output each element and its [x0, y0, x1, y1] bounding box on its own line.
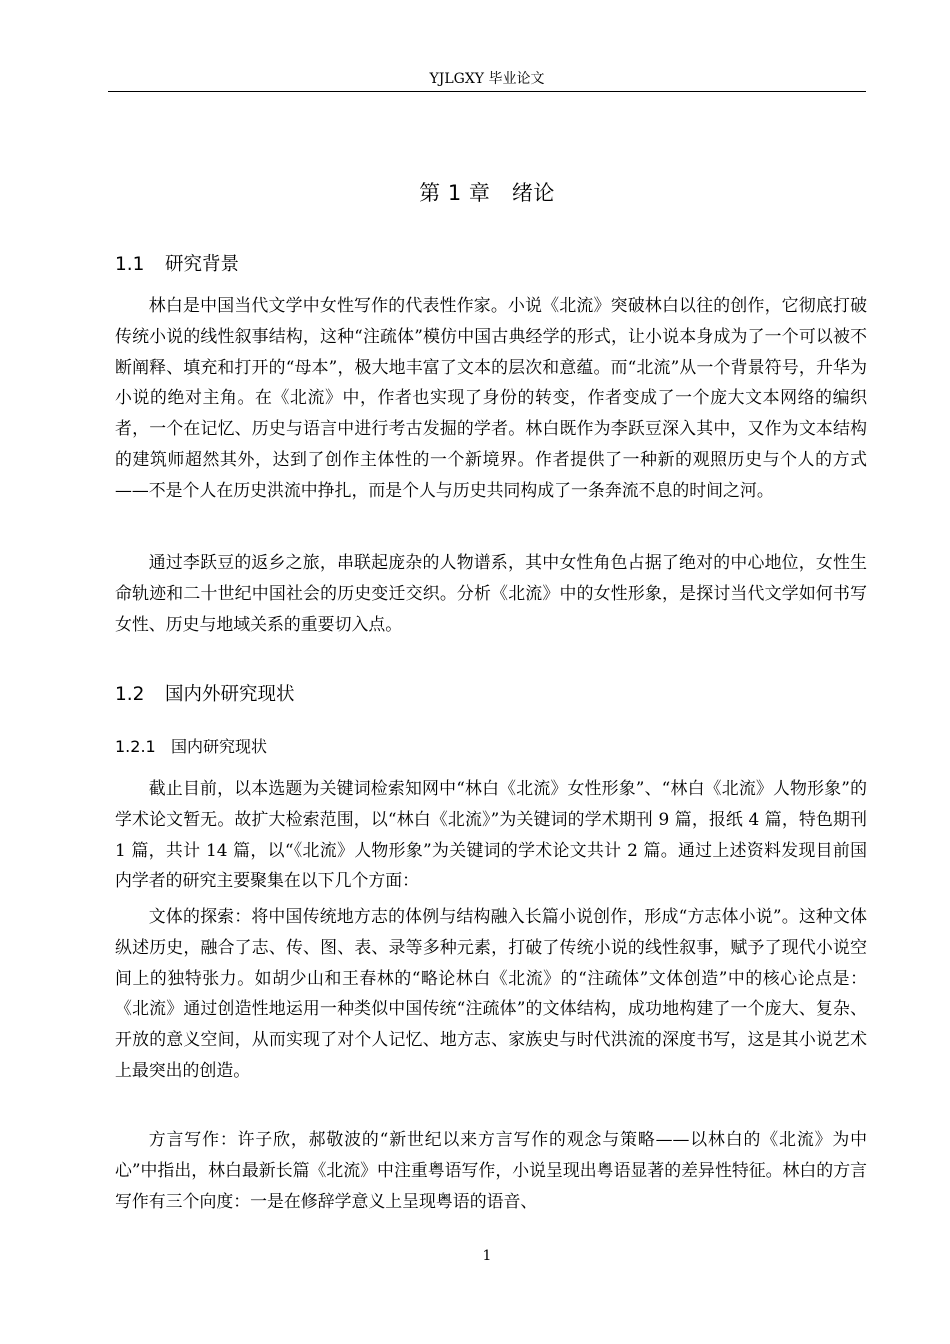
subsection-heading-1-2-1: [115, 736, 267, 758]
body-paragraph: 截止目前，以本选题为关键词检索知网中“林白《北流》女性形象”、“林白《北流》人物形象”的学术论文暂无。故扩大检索范围，以“林白《北流》”为关键词的学术期刊 9 篇，报纸 4 篇，特色期刊 1 篇，共计 14 篇，以“《北流》人物形象”为关键词的学术论文共计 2 篇。通过上述资料发现目前国内学者的研究主要聚集在以下几个方面：: [115, 778, 867, 891]
body-paragraph: 文体的探索：将中国传统地方志的体例与结构融入长篇小说创作，形成“方志体小说”。这种文体纵述历史，融合了志、传、图、表、录等多种元素，打破了传统小说的线性叙事，赋予了现代小说空间上的独特张力。如胡少山和王春林的“略论林白《北流》的“注疏体”文体创造”中的核心论点是：《北流》通过创造性地运用一种类似中国传统“注疏体”的文体结构，成功地构建了一个庞大、复杂、开放的意义空间，从而实现了对个人记忆、地方志、家族史与时代洪流的深度书写，这是其小说艺术上最突出的创造。: [115, 906, 867, 1080]
section-number: 1.1: [115, 254, 145, 275]
subsection-title: 国内研究现状: [171, 737, 268, 756]
page-number: 1: [482, 1248, 492, 1264]
subsection-number: 1.2.1: [115, 737, 156, 756]
body-paragraph: 方言写作：许子欣，郝敬波的“新世纪以来方言写作的观念与策略——以林白的《北流》为中心”中指出，林白最新长篇《北流》中注重粤语写作，小说呈现出粤语显著的差异性特征。林白的方言写作有三个向度：一是在修辞学意义上呈现粤语的语音、: [115, 1129, 867, 1211]
section-heading-1-2: [115, 682, 295, 708]
section-title: 研究背景: [165, 254, 240, 275]
body-paragraph: 通过李跃豆的返乡之旅，串联起庞杂的人物谱系，其中女性角色占据了绝对的中心地位，女性生命轨迹和二十世纪中国社会的历史变迁交织。分析《北流》中的女性形象，是探讨当代文学如何书写女性、历史与地域关系的重要切入点。: [115, 552, 867, 634]
section-title: 国内外研究现状: [165, 684, 295, 705]
header-divider: [108, 91, 866, 92]
running-header: YJLGXY 毕业论文: [429, 71, 545, 87]
body-paragraph: 林白是中国当代文学中女性写作的代表性作家。小说《北流》突破林白以往的创作，它彻底打破传统小说的线性叙事结构，这种“注疏体”模仿中国古典经学的形式，让小说本身成为了一个可以被不断阐释、填充和打开的“母本”，极大地丰富了文本的层次和意蕴。而“北流”从一个背景符号，升华为小说的绝对主角。在《北流》中，作者也实现了身份的转变，作者变成了一个庞大文本网络的编织者，一个在记忆、历史与语言中进行考古发掘的学者。林白既作为李跃豆深入其中，又作为文本结构的建筑师超然其外，达到了创作主体性的一个新境界。作者提供了一种新的观照历史与个人的方式——不是个人在历史洪流中挣扎，而是个人与历史共同构成了一条奔流不息的时间之河。: [115, 295, 867, 500]
chapter-title: 第 1 章 绪论: [419, 181, 555, 205]
section-heading-1-1: [115, 252, 239, 278]
section-number: 1.2: [115, 684, 145, 705]
